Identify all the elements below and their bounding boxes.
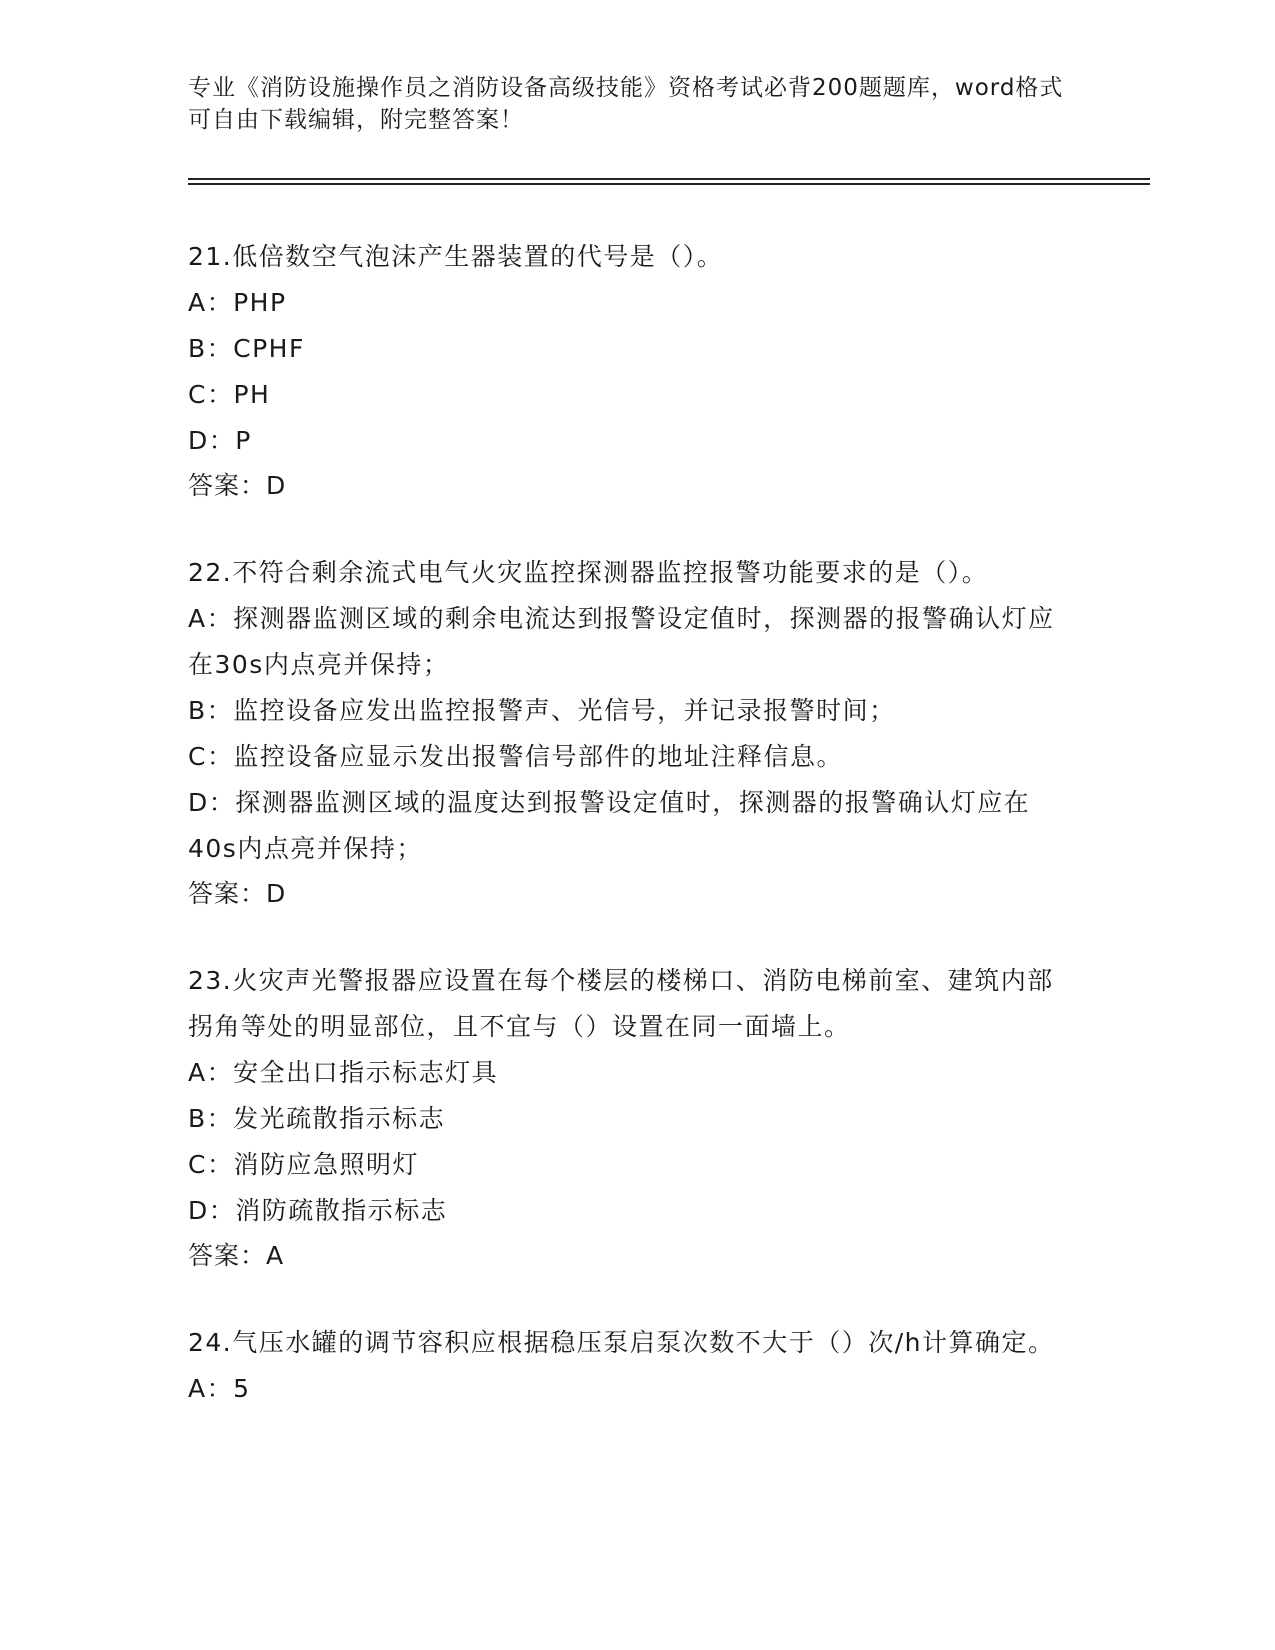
question-option: B：监控设备应发出监控报警声、光信号，并记录报警时间； bbox=[188, 696, 896, 725]
question-item bbox=[188, 1320, 1073, 1412]
header-divider bbox=[188, 178, 1150, 180]
question-stem: 23.火灾声光警报器应设置在每个楼层的楼梯口、消防电梯前室、建筑内部拐角等处的明显部位，且不宜与（）设置在同一面墙上。 bbox=[188, 966, 1054, 1041]
header-divider-secondary bbox=[188, 183, 1150, 185]
question-option: A：PHP bbox=[188, 288, 287, 317]
question-item bbox=[188, 958, 1073, 1278]
question-option: A：安全出口指示标志灯具 bbox=[188, 1058, 499, 1087]
question-option: A：5 bbox=[188, 1374, 251, 1403]
question-option: D：探测器监测区域的温度达到报警设定值时，探测器的报警确认灯应在40s内点亮并保持； bbox=[188, 788, 1031, 863]
question-item bbox=[188, 234, 1073, 508]
document-header: 专业《消防设施操作员之消防设备高级技能》资格考试必背200题题库，word格式可自由下载编辑，附完整答案！ bbox=[188, 75, 1064, 133]
question-option: D：P bbox=[188, 426, 252, 455]
question-list bbox=[188, 234, 1073, 1454]
question-answer: 答案：A bbox=[188, 1241, 285, 1270]
question-option: A：探测器监测区域的剩余电流达到报警设定值时，探测器的报警确认灯应在30s内点亮并保持； bbox=[188, 604, 1055, 679]
question-option: C：PH bbox=[188, 380, 271, 409]
question-stem: 22.不符合剩余流式电气火灾监控探测器监控报警功能要求的是（）。 bbox=[188, 558, 989, 587]
question-option: B：CPHF bbox=[188, 334, 305, 363]
question-item bbox=[188, 550, 1073, 916]
question-answer: 答案：D bbox=[188, 471, 287, 500]
question-stem: 24.气压水罐的调节容积应根据稳压泵启泵次数不大于（）次/h计算确定。 bbox=[188, 1328, 1055, 1357]
question-stem: 21.低倍数空气泡沫产生器装置的代号是（）。 bbox=[188, 242, 724, 271]
question-option: C：消防应急照明灯 bbox=[188, 1150, 419, 1179]
question-option: C：监控设备应显示发出报警信号部件的地址注释信息。 bbox=[188, 742, 843, 771]
question-option: B：发光疏散指示标志 bbox=[188, 1104, 446, 1133]
question-option: D：消防疏散指示标志 bbox=[188, 1196, 448, 1225]
question-answer: 答案：D bbox=[188, 879, 287, 908]
